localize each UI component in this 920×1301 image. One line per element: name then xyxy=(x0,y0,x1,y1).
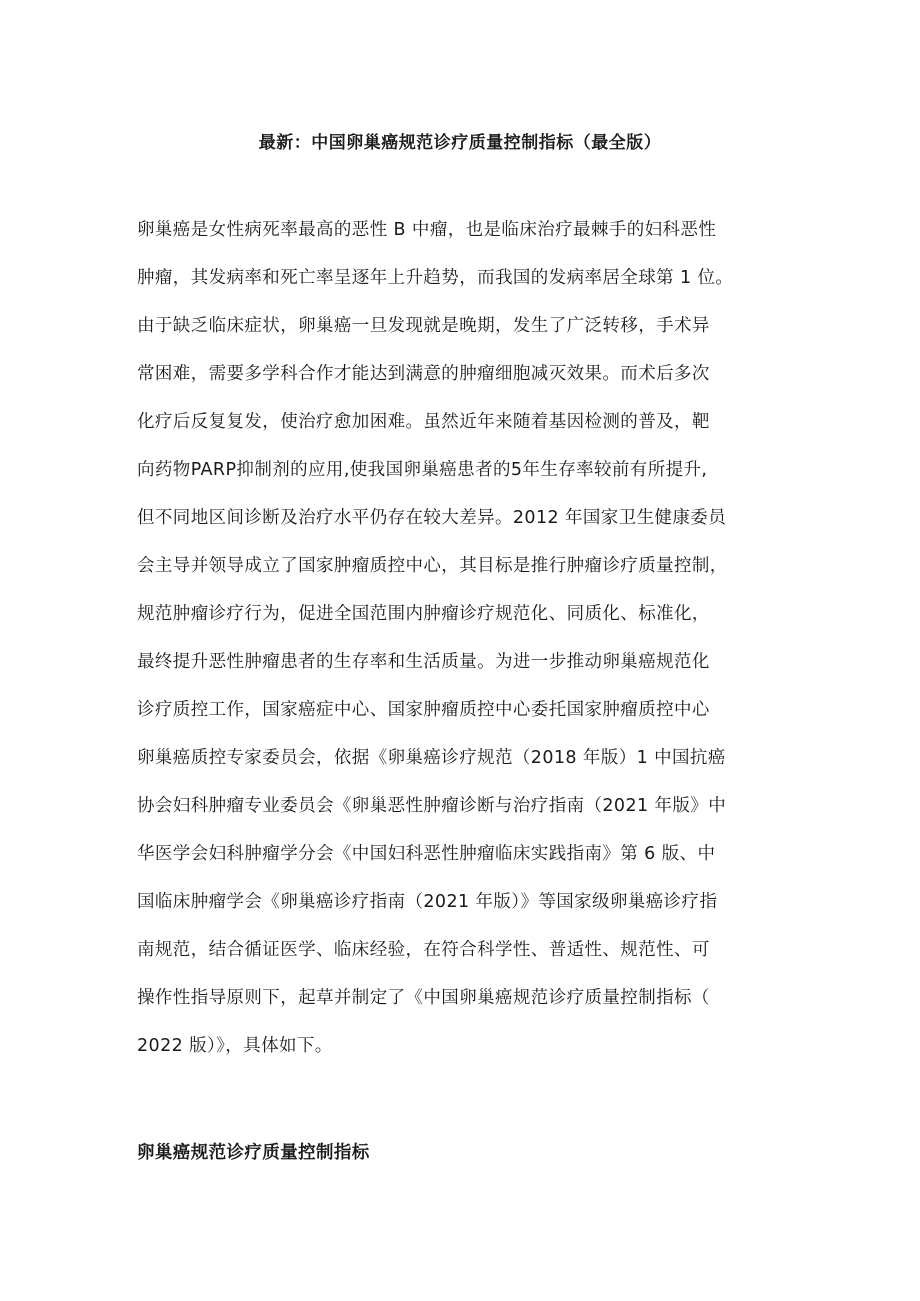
section-heading: 卵巢癌规范诊疗质量控制指标 xyxy=(137,1143,370,1163)
paragraph-line: 2022 版）》，具体如下。 xyxy=(137,1036,333,1056)
paragraph-line: 化疗后反复复发，使治疗愈加困难。虽然近年来随着基因检测的普及，靶 xyxy=(137,412,710,432)
paragraph-line: 最终提升恶性肿瘤患者的生存率和生活质量。为进一步推动卵巢癌规范化 xyxy=(137,652,710,672)
paragraph-line: 卵巢癌是女性病死率最高的恶性 B 中瘤，也是临床治疗最棘手的妇科恶性 xyxy=(137,220,717,240)
paragraph-line: 诊疗质控工作，国家癌症中心、国家肿瘤质控中心委托国家肿瘤质控中心 xyxy=(137,700,710,720)
paragraph-line: 协会妇科肿瘤专业委员会《卵巢恶性肿瘤诊断与治疗指南（2021 年版》中 xyxy=(137,796,727,816)
paragraph-line: 南规范，结合循证医学、临床经验，在符合科学性、普适性、规范性、可 xyxy=(137,940,710,960)
paragraph-line: 由于缺乏临床症状，卵巢癌一旦发现就是晚期，发生了广泛转移，手术异 xyxy=(137,316,710,336)
paragraph-line: 国临床肿瘤学会《卵巢癌诊疗指南（2021 年版）》等国家级卵巢癌诊疗指 xyxy=(137,892,718,912)
paragraph-line: 操作性指导原则下，起草并制定了《中国卵巢癌规范诊疗质量控制指标（ xyxy=(137,988,710,1008)
paragraph-line: 但不同地区间诊断及治疗水平仍存在较大差异。2012 年国家卫生健康委员 xyxy=(137,508,727,528)
paragraph-line: 规范肿瘤诊疗行为，促进全国范围内肿瘤诊疗规范化、同质化、标准化， xyxy=(137,604,710,624)
paragraph-line: 会主导并领导成立了国家肿瘤质控中心，其目标是推行肿瘤诊疗质量控制， xyxy=(137,556,728,576)
document-title: 最新：中国卵巢癌规范诊疗质量控制指标（最全版） xyxy=(258,133,662,153)
paragraph-line: 肿瘤，其发病率和死亡率呈逐年上升趋势，而我国的发病率居全球第 1 位。 xyxy=(137,268,734,288)
paragraph-line: 华医学会妇科肿瘤学分会《中国妇科恶性肿瘤临床实践指南》第 6 版、中 xyxy=(137,844,716,864)
intro-paragraph xyxy=(137,218,797,1082)
paragraph-line: 常困难，需要多学科合作才能达到满意的肿瘤细胞减灭效果。而术后多次 xyxy=(137,364,710,384)
paragraph-line: 卵巢癌质控专家委员会，依据《卵巢癌诊疗规范（2018 年版）1 中国抗癌 xyxy=(137,748,726,768)
paragraph-line: 向药物PARP抑制剂的应用,使我国卵巢癌患者的5年生存率较前有所提升, xyxy=(137,460,708,480)
